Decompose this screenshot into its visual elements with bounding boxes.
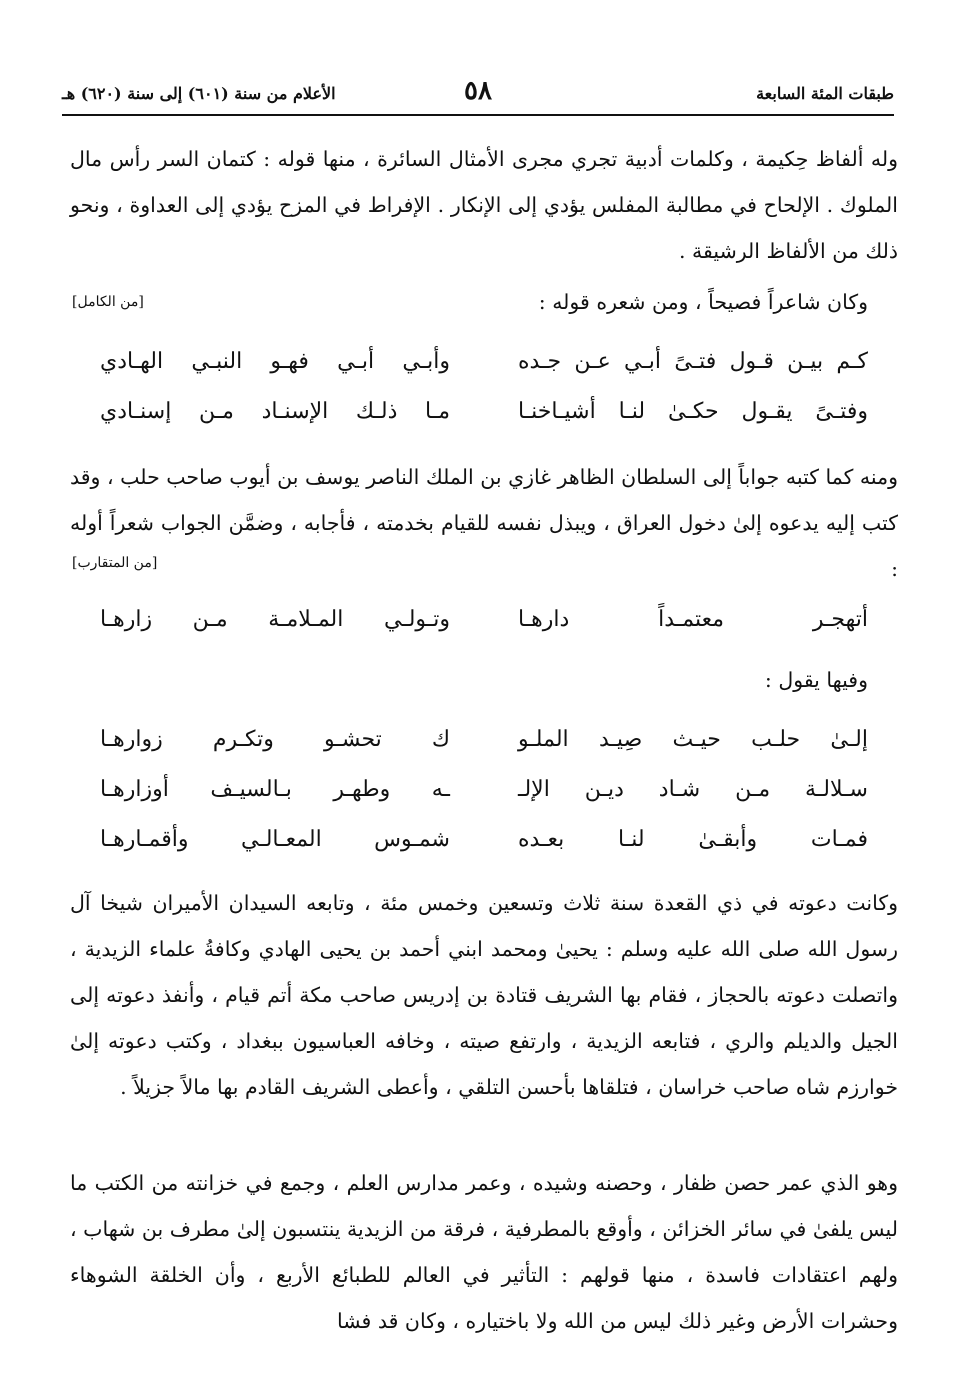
running-header: [62, 74, 894, 116]
page-number: ٥٨: [464, 76, 492, 106]
verse-line: [100, 770, 868, 810]
section-title: الأعلام من سنة (٦٠١) إلى سنة (٦٢٠) هـ: [62, 84, 336, 103]
verse-first-hemistich: كـم بيـن قـول فتـىً أبـي عـن جـده: [518, 349, 868, 374]
verse-second-hemistich: ك تحشـو وتكـرم زوارهـا: [100, 727, 450, 752]
paragraph-sayings: وله ألفاظ حِكيمة ، وكلمات أدبية تجري مجرى الأمثال السائرة ، منها قوله : كتمان السر رأس مال الملوك . الإلحاح في مطالبة المفلس يؤدي إلى الإنكار . الإفراط في المزح يؤدي إلى العداوة ، ونحو ذلك من الألفاظ الرشيقة .: [70, 147, 898, 263]
poetry-intro-1: وكان شاعراً فصيحاً ، ومن شعره قوله :: [538, 290, 868, 314]
verse-line: [100, 720, 868, 760]
verse-first-hemistich: أتهجـر معتمـداً دارهـا: [518, 607, 868, 632]
verse-first-hemistich: إلـىٰ حلـب حيـث صِيـد الملـو: [518, 727, 868, 752]
paragraph-reply-letter: ومنه كما كتبه جواباً إلى السلطان الظاهر غازي بن الملك الناصر يوسف بن أيوب صاحب حلب ، وقد كتب إليه يدعوه إلىٰ دخول العراق ، ويبذل نفسه للقيام بخدمته ، فأجابه ، وضمَّن الجواب شعراً أوله :: [70, 465, 898, 581]
verse-line: [100, 600, 868, 640]
poetry-intro-2: وفيها يقول :: [764, 668, 868, 692]
paragraph-zafar-fort: وهو الذي عمر حصن ظفار ، وحصنه وشيده ، وعمر مدارس العلم ، وجمع في خزانته من الكتب ما ليس يلفىٰ في سائر الخزائن ، وأوقع بالمطرفية ، فرقة من الزيدية ينتسبون إلىٰ مطرف بن شهاب ، ولهم اعتقادات فاسدة ، منها قولهم : التأثير في العالم للطبائع الأربع ، وأن الخلقة الشوهاء وحشرات الأرض وغير ذلك ليس من الله ولا باختياره ، وكان قد فشا: [70, 1171, 898, 1333]
verse-first-hemistich: فمـات وأبقـىٰ لنـا بعـده: [518, 827, 868, 852]
meter-label-kamil: [من الكامل]: [72, 294, 144, 310]
verse-second-hemistich: شمـوس المعـالـي وأقمـارهـا: [100, 827, 450, 852]
verse-line: [100, 342, 868, 382]
book-title: طبقات المئة السابعة: [756, 84, 894, 103]
paragraph-dawa: وكانت دعوته في ذي القعدة سنة ثلاث وتسعين وخمس مئة ، وتابعه السيدان الأميران شيخا آل رسول الله صلى الله عليه وسلم : يحيىٰ ومحمد ابني أحمد بن يحيى الهادي وكافةُ علماء الزيدية ، واتصلت دعوته بالحجاز ، فقام بها الشريف قتادة بن إدريس صاحب مكة أتم قيام ، وأنفذ دعوته إلى الجيل والديلم والري ، فتابعه الزيدية ، وارتفع صيته ، وخافه العباسيون ببغداد ، وكتب دعوته إلىٰ خوارزم شاه صاحب خراسان ، فتلقاها بأحسن التلقي ، وأعطى الشريف القادم بها مالاً جزيلاً .: [70, 891, 898, 1099]
verse-second-hemistich: مـا ذلـك الإسنـاد مـن إسنـادي: [100, 399, 450, 424]
verse-line: [100, 820, 868, 860]
verse-second-hemistich: وتـولـي المـلامـة مـن زارهـا: [100, 607, 450, 632]
verse-second-hemistich: وأبـي أبـي فهـو النبـي الهـادي: [100, 349, 450, 374]
verse-line: [100, 392, 868, 432]
verse-first-hemistich: سـلالـة مـن شـاد ديـن الإلـ: [518, 777, 868, 802]
verse-first-hemistich: وفتـىً يقـول حكـىٰ لنـا أشيـاخنـا: [518, 399, 868, 424]
verse-second-hemistich: ـه وطهـر بـالسيـف أوزارهـا: [100, 777, 450, 802]
meter-label-mutaqarib: [من المتقارب]: [72, 555, 158, 571]
